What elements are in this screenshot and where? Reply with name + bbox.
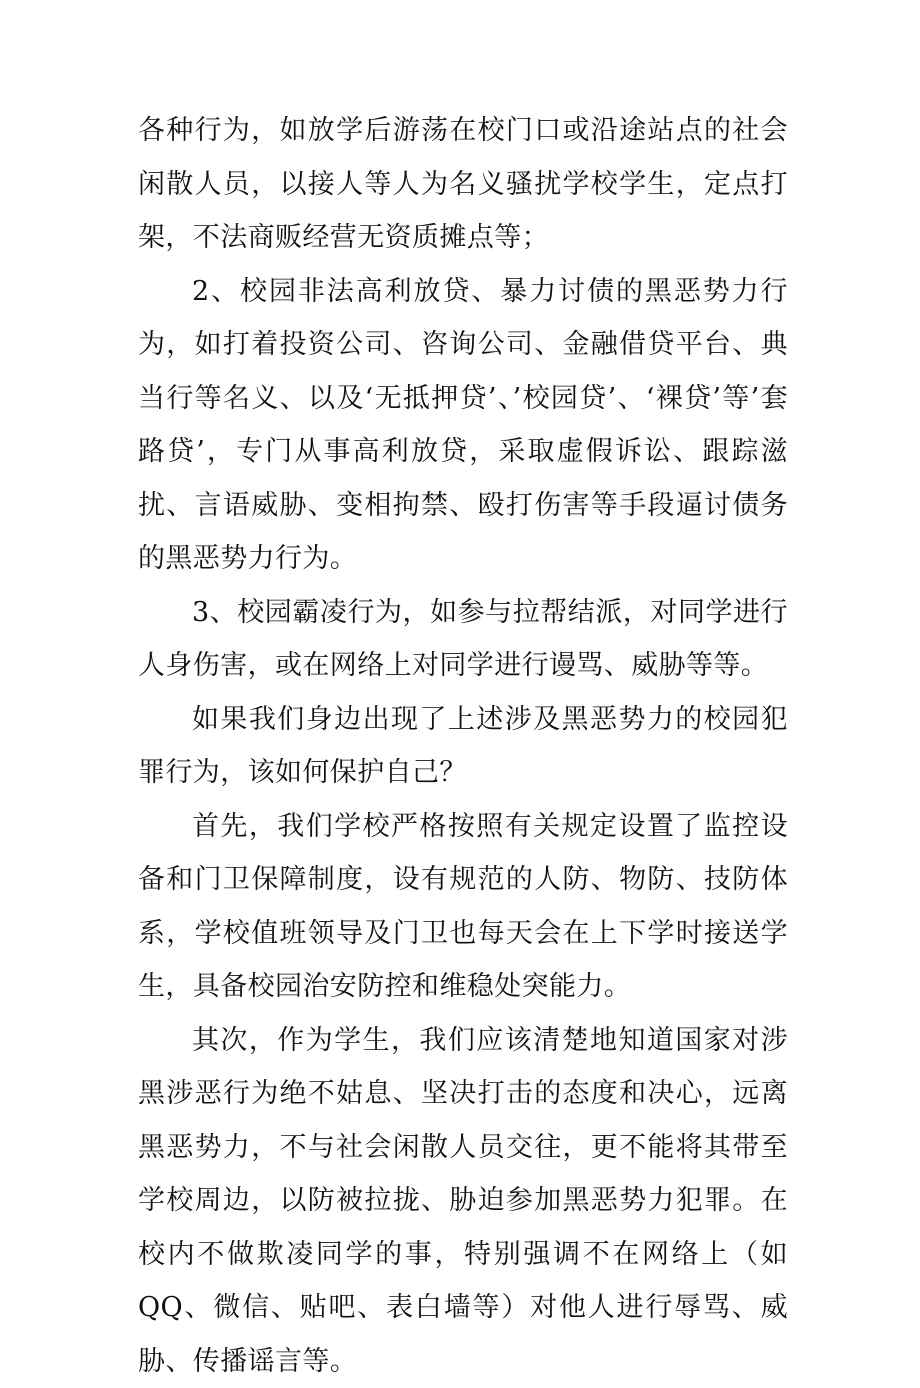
- document-body: [138, 104, 788, 1388]
- paragraph-item-3: 3、校园霸凌行为，如参与拉帮结派，对同学进行人身伤害，或在网络上对同学进行谩骂、威胁等等。: [138, 586, 788, 693]
- paragraph-first: 首先，我们学校严格按照有关规定设置了监控设备和门卫保障制度，设有规范的人防、物防、技防体系，学校值班领导及门卫也每天会在上下学时接送学生，具备校园治安防控和维稳处突能力。: [138, 800, 788, 1014]
- paragraph-item-2: 2、校园非法高利放贷、暴力讨债的黑恶势力行为，如打着投资公司、咨询公司、金融借贷平台、典当行等名义、以及‘无抵押贷’、’校园贷’、‘裸贷’等’套路贷’，专门从事高利放贷，采取虚假诉讼、跟踪滋扰、言语威胁、变相拘禁、殴打伤害等手段逼讨债务的黑恶势力行为。: [138, 265, 788, 586]
- paragraph-question: 如果我们身边出现了上述涉及黑恶势力的校园犯罪行为，该如何保护自己？: [138, 693, 788, 800]
- paragraph-continuation: 各种行为，如放学后游荡在校门口或沿途站点的社会闲散人员，以接人等人为名义骚扰学校学生，定点打架，不法商贩经营无资质摊点等；: [138, 104, 788, 265]
- paragraph-second: 其次，作为学生，我们应该清楚地知道国家对涉黑涉恶行为绝不姑息、坚决打击的态度和决心，远离黑恶势力，不与社会闲散人员交往，更不能将其带至学校周边，以防被拉拢、胁迫参加黑恶势力犯罪。在校内不做欺凌同学的事，特别强调不在网络上（如QQ、微信、贴吧、表白墙等）对他人进行辱骂、威胁、传播谣言等。: [138, 1014, 788, 1388]
